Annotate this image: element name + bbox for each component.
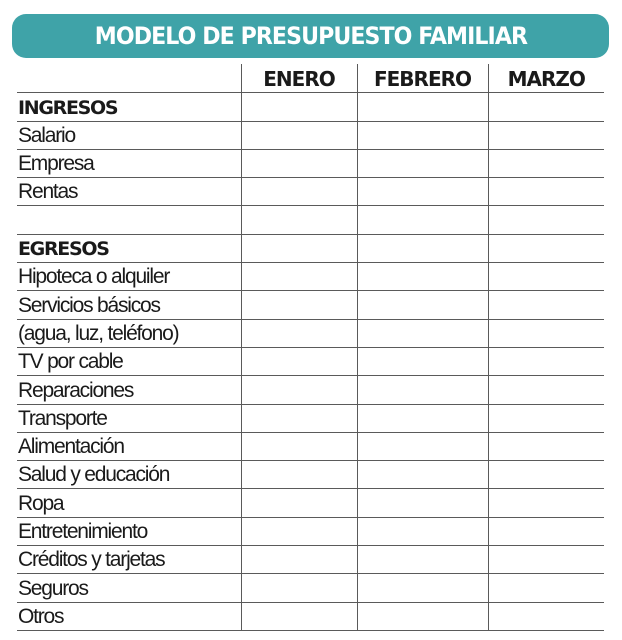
row-label: Salario <box>17 121 241 149</box>
row-label: Créditos y tarjetas <box>17 546 241 574</box>
amount-cell-febrero[interactable] <box>357 234 488 262</box>
row-label: Servicios básicos <box>17 291 241 319</box>
row-label: TV por cable <box>17 347 241 375</box>
amount-cell-febrero[interactable] <box>357 489 488 517</box>
row-label: Seguros <box>17 574 241 602</box>
amount-cell-marzo[interactable] <box>488 149 604 177</box>
amount-cell-enero[interactable] <box>241 347 357 375</box>
amount-cell-enero[interactable] <box>241 206 357 234</box>
section-row <box>17 234 604 262</box>
amount-cell-marzo[interactable] <box>488 234 604 262</box>
amount-cell-febrero[interactable] <box>357 206 488 234</box>
amount-cell-enero[interactable] <box>241 574 357 602</box>
amount-cell-marzo[interactable] <box>488 432 604 460</box>
row-label: Transporte <box>17 404 241 432</box>
table-row <box>17 206 604 234</box>
amount-cell-enero[interactable] <box>241 489 357 517</box>
title-banner <box>12 14 609 58</box>
amount-cell-febrero[interactable] <box>357 93 488 121</box>
amount-cell-marzo[interactable] <box>488 347 604 375</box>
amount-cell-marzo[interactable] <box>488 291 604 319</box>
amount-cell-enero[interactable] <box>241 93 357 121</box>
section-row <box>17 93 604 121</box>
header-month-enero: ENERO <box>241 64 357 93</box>
table-row <box>17 376 604 404</box>
amount-cell-marzo[interactable] <box>488 93 604 121</box>
row-label: Ropa <box>17 489 241 517</box>
amount-cell-febrero[interactable] <box>357 404 488 432</box>
amount-cell-marzo[interactable] <box>488 574 604 602</box>
budget-table <box>17 64 604 631</box>
amount-cell-marzo[interactable] <box>488 206 604 234</box>
amount-cell-febrero[interactable] <box>357 319 488 347</box>
amount-cell-enero[interactable] <box>241 376 357 404</box>
table-row <box>17 319 604 347</box>
amount-cell-febrero[interactable] <box>357 149 488 177</box>
table-row <box>17 263 604 291</box>
amount-cell-enero[interactable] <box>241 461 357 489</box>
row-label: Salud y educación <box>17 461 241 489</box>
amount-cell-enero[interactable] <box>241 517 357 545</box>
header-month-marzo: MARZO <box>488 64 604 93</box>
amount-cell-febrero[interactable] <box>357 546 488 574</box>
table-row <box>17 517 604 545</box>
table-row <box>17 546 604 574</box>
row-label: Entretenimiento <box>17 517 241 545</box>
amount-cell-febrero[interactable] <box>357 121 488 149</box>
amount-cell-marzo[interactable] <box>488 404 604 432</box>
row-label: Rentas <box>17 178 241 206</box>
amount-cell-enero[interactable] <box>241 149 357 177</box>
header-month-febrero: FEBRERO <box>357 64 488 93</box>
amount-cell-marzo[interactable] <box>488 602 604 630</box>
amount-cell-marzo[interactable] <box>488 546 604 574</box>
amount-cell-febrero[interactable] <box>357 263 488 291</box>
row-label: Hipoteca o alquiler <box>17 263 241 291</box>
amount-cell-enero[interactable] <box>241 234 357 262</box>
amount-cell-marzo[interactable] <box>488 376 604 404</box>
table-row <box>17 489 604 517</box>
amount-cell-febrero[interactable] <box>357 574 488 602</box>
header-row <box>17 64 604 93</box>
table-row <box>17 121 604 149</box>
amount-cell-enero[interactable] <box>241 602 357 630</box>
row-label: Reparaciones <box>17 376 241 404</box>
amount-cell-febrero[interactable] <box>357 347 488 375</box>
amount-cell-marzo[interactable] <box>488 121 604 149</box>
table-row <box>17 178 604 206</box>
budget-body <box>17 93 604 631</box>
amount-cell-enero[interactable] <box>241 546 357 574</box>
row-label: Empresa <box>17 149 241 177</box>
row-label: Otros <box>17 602 241 630</box>
amount-cell-marzo[interactable] <box>488 263 604 291</box>
table-row <box>17 347 604 375</box>
amount-cell-febrero[interactable] <box>357 432 488 460</box>
table-row <box>17 149 604 177</box>
amount-cell-febrero[interactable] <box>357 602 488 630</box>
table-row <box>17 404 604 432</box>
page-title: MODELO DE PRESUPUESTO FAMILIAR <box>94 22 527 50</box>
row-label: Alimentación <box>17 432 241 460</box>
amount-cell-febrero[interactable] <box>357 178 488 206</box>
table-row <box>17 574 604 602</box>
amount-cell-enero[interactable] <box>241 319 357 347</box>
table-row <box>17 432 604 460</box>
amount-cell-marzo[interactable] <box>488 489 604 517</box>
header-blank-cell <box>17 64 241 93</box>
table-row <box>17 461 604 489</box>
amount-cell-enero[interactable] <box>241 263 357 291</box>
section-heading: INGRESOS <box>17 93 241 121</box>
amount-cell-enero[interactable] <box>241 178 357 206</box>
table-row <box>17 602 604 630</box>
amount-cell-enero[interactable] <box>241 432 357 460</box>
amount-cell-febrero[interactable] <box>357 517 488 545</box>
section-heading: EGRESOS <box>17 234 241 262</box>
amount-cell-febrero[interactable] <box>357 291 488 319</box>
row-label: (agua, luz, teléfono) <box>17 319 241 347</box>
row-label <box>17 206 241 234</box>
amount-cell-febrero[interactable] <box>357 376 488 404</box>
amount-cell-enero[interactable] <box>241 121 357 149</box>
amount-cell-marzo[interactable] <box>488 461 604 489</box>
amount-cell-enero[interactable] <box>241 291 357 319</box>
amount-cell-enero[interactable] <box>241 404 357 432</box>
amount-cell-marzo[interactable] <box>488 178 604 206</box>
amount-cell-marzo[interactable] <box>488 319 604 347</box>
amount-cell-febrero[interactable] <box>357 461 488 489</box>
table-row <box>17 291 604 319</box>
amount-cell-marzo[interactable] <box>488 517 604 545</box>
